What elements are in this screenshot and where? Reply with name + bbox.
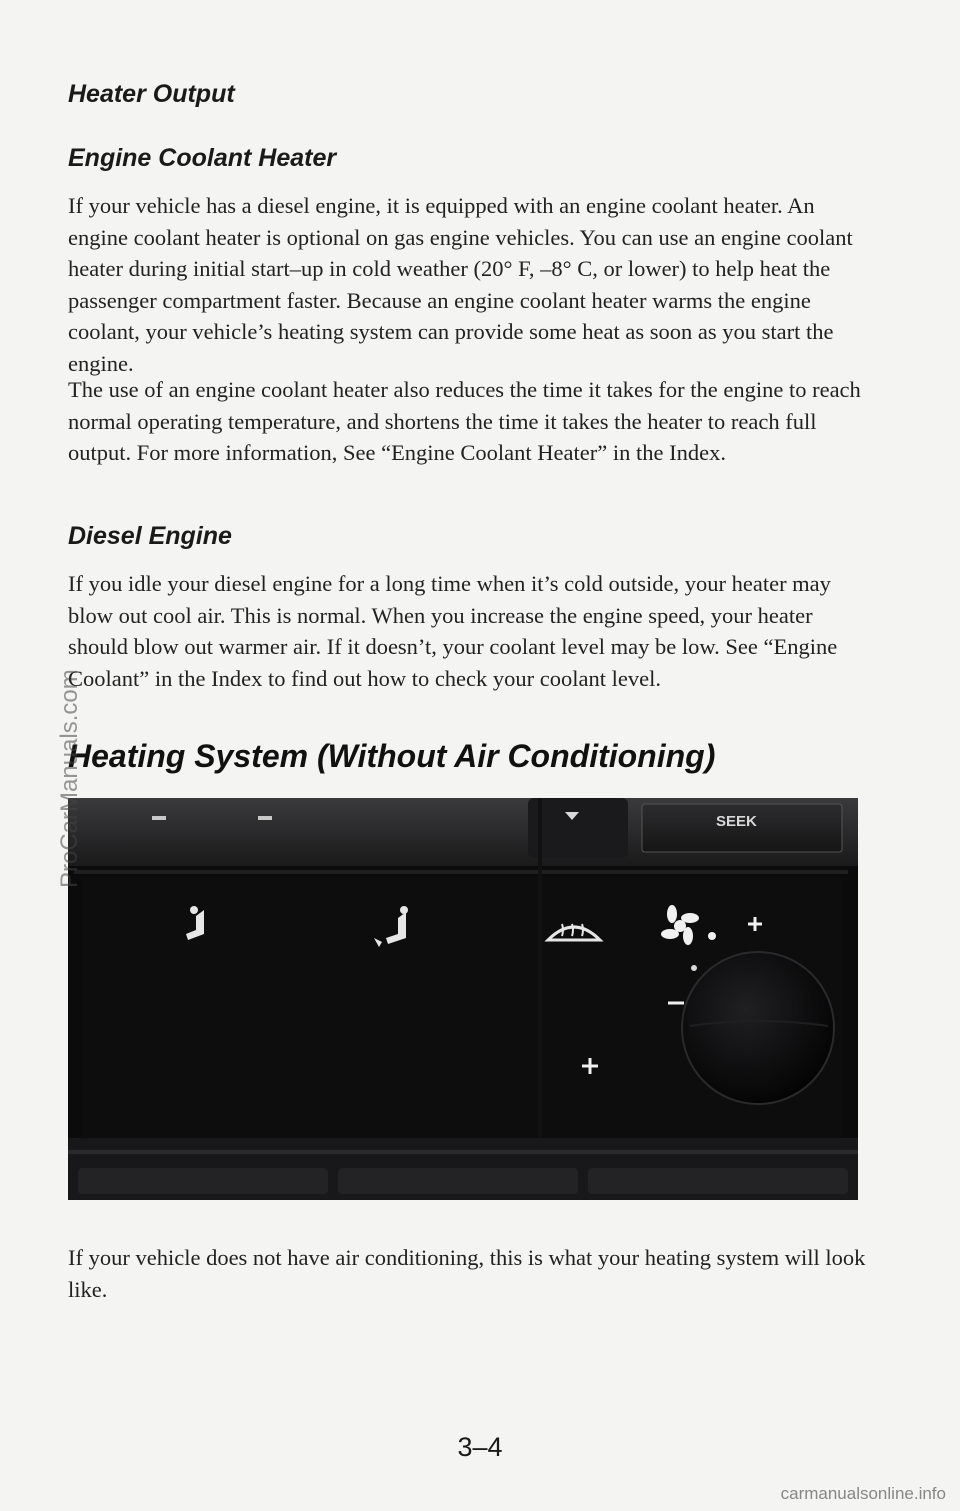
section-heading-heating-system: Heating System (Without Air Conditioning) xyxy=(68,738,716,774)
dash-mark-left xyxy=(152,816,166,820)
bottom-watermark: carmanualsonline.info xyxy=(780,1484,946,1503)
radio-button-dark xyxy=(528,798,628,858)
subheading-engine-coolant-heater: Engine Coolant Heater xyxy=(68,144,337,172)
seek-label: SEEK xyxy=(716,813,757,830)
side-watermark: ProCarManuals.com xyxy=(56,669,83,888)
photo-caption: If your vehicle does not have air conditioning, this is what your heating system will look like. xyxy=(68,1245,866,1302)
fan-speed-knob xyxy=(682,952,834,1104)
heater-control-photo xyxy=(68,798,858,1200)
section-heading-heater-output: Heater Output xyxy=(68,80,235,108)
page-number: 3–4 xyxy=(457,1432,503,1462)
paragraph-coolant-heater-2: The use of an engine coolant heater also reduces the time it takes for the engine to reach normal operating temperature, and shortens the time it takes the heater to reach full output. For more information, See “Engine Coolant Heater” in the Index. xyxy=(68,377,861,465)
subheading-diesel-engine: Diesel Engine xyxy=(68,522,232,550)
paragraph-diesel-engine: If you idle your diesel engine for a long time when it’s cold outside, your heater may blow out cool air. This is normal. When you increase the engine speed, your heater should blow out warmer air. If it doesn’t, your coolant level may be low. See “Engine Coolant” in the Index to find out how to check your coolant level. xyxy=(68,571,838,691)
dash-mark-right xyxy=(258,816,272,820)
paragraph-coolant-heater-1: If your vehicle has a diesel engine, it is equipped with an engine coolant heater. An engine coolant heater is optional on gas engine vehicles. You can use an engine coolant heater during initial start–up in cold weather (20° F, –8° C, or lower) to help heat the passenger compartment faster. Because an engine coolant heater warms the engine coolant, your vehicle’s heating system can provide some heat as soon as you start the engine. xyxy=(68,193,853,376)
